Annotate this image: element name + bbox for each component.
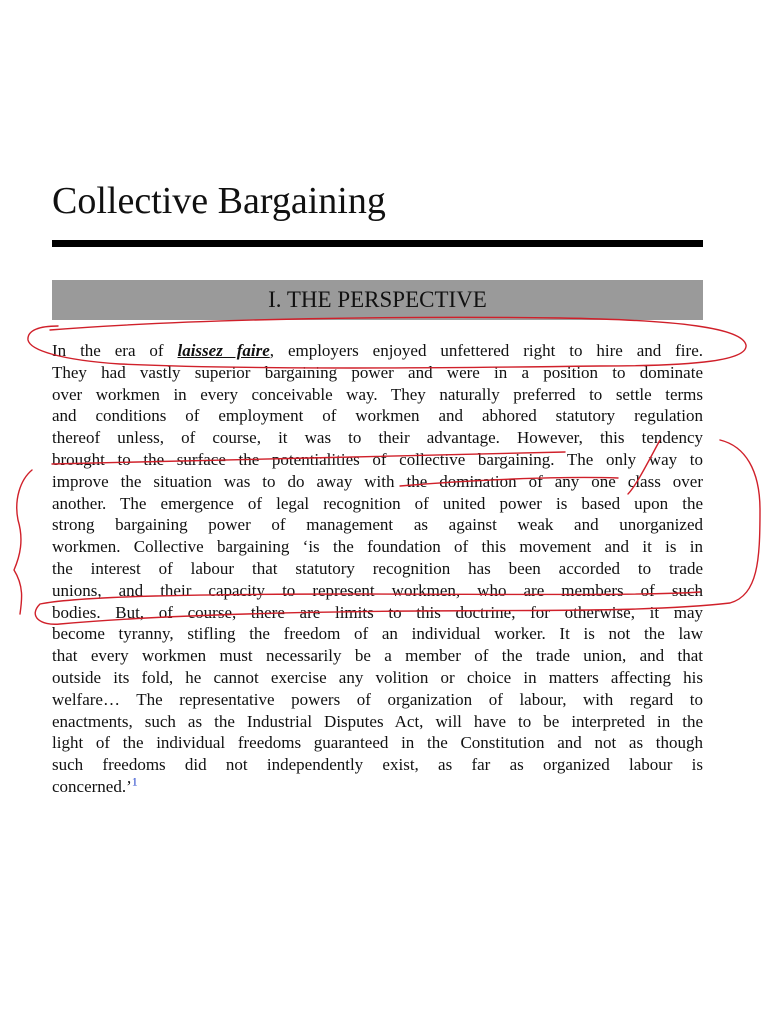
paragraph-line: brought to the surface the potentialities of collective bargaining. The only way to (52, 449, 703, 469)
title-rule (52, 240, 703, 247)
paragraph-line: and conditions of employment of workmen and abhored statutory regulation (52, 406, 703, 426)
paragraph-line (52, 776, 703, 798)
paragraph-line: the interest of labour that statutory recognition has been accorded to trade (52, 558, 703, 578)
line-text: , employers enjoyed unfettered right to hire and fire. (269, 341, 703, 360)
left-margin-bracket (14, 470, 32, 614)
paragraph-line: workmen. Collective bargaining ‘is the foundation of this movement and it is in (52, 537, 703, 557)
paragraph-line: welfare… The representative powers of organization of labour, with regard to (52, 689, 703, 709)
paragraph-line: strong bargaining power of management as against weak and unorganized (52, 515, 703, 535)
paragraph-line: light of the individual freedoms guaranteed in the Constitution and not as though (52, 733, 703, 753)
line-text: In the era of (52, 341, 178, 360)
paragraph-line: such freedoms did not independently exist, as far as organized labour is (52, 755, 703, 775)
footnote-reference-link[interactable]: 1 (131, 774, 138, 789)
paragraph-line: improve the situation was to do away with the domination of any one class over (52, 471, 703, 491)
paragraph-line: thereof unless, of course, it was to their advantage. However, this tendency (52, 428, 703, 448)
paragraph-line: become tyranny, stifling the freedom of an individual worker. It is not the law (52, 624, 703, 644)
paragraph-line: outside its fold, he cannot exercise any volition or choice in matters affecting his (52, 667, 703, 687)
section-heading: I. THE PERSPECTIVE (268, 287, 487, 312)
paragraph-line (52, 340, 703, 362)
paragraph-line: over workmen in every conceivable way. They naturally preferred to settle terms (52, 384, 703, 404)
paragraph-line: that every workmen must necessarily be a member of the trade union, and that (52, 646, 703, 666)
page-title: Collective Bargaining (52, 180, 386, 222)
paragraph-line: unions, and their capacity to represent workmen, who are members of such (52, 580, 703, 600)
section-heading-banner (52, 280, 703, 320)
body-paragraph (52, 340, 703, 798)
paragraph-line: enactments, such as the Industrial Disputes Act, will have to be interpreted in the (52, 711, 703, 731)
paragraph-line: They had vastly superior bargaining power and were in a position to dominate (52, 362, 703, 382)
line-text: concerned.’ (52, 776, 132, 796)
laissez-faire-term: laissez faire (177, 341, 270, 360)
paragraph-line: another. The emergence of legal recognition of united power is based upon the (52, 493, 703, 513)
paragraph-line: bodies. But, of course, there are limits to this doctrine, for otherwise, it may (52, 602, 703, 622)
